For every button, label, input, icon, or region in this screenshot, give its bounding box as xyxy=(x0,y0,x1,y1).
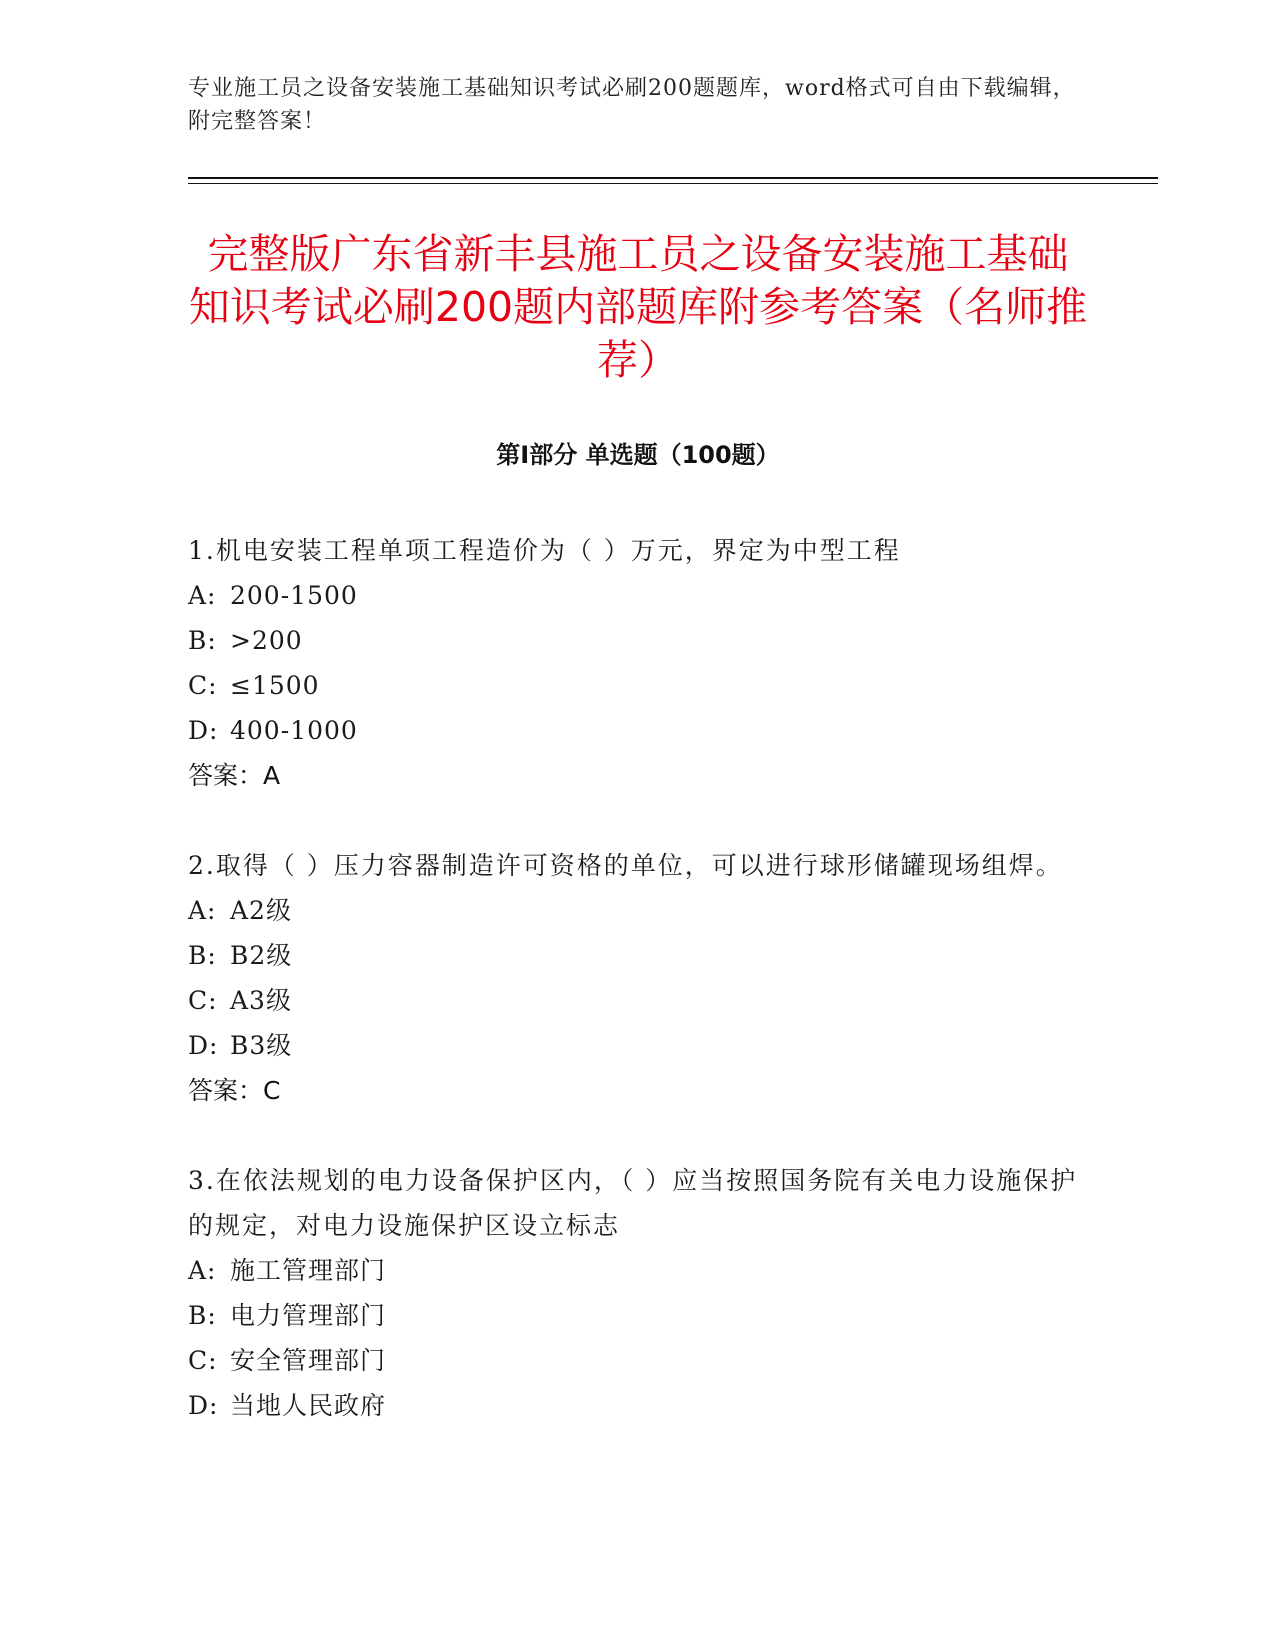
option-d xyxy=(188,708,1088,753)
option-a xyxy=(188,573,1088,618)
option-text: >200 xyxy=(230,626,303,655)
option-text: B2级 xyxy=(230,941,293,970)
option-key: A: xyxy=(188,1256,217,1285)
answer-line: 答案：C xyxy=(188,1076,281,1105)
option-b xyxy=(188,1293,1088,1338)
option-text: A2级 xyxy=(230,896,292,925)
option-key: A: xyxy=(188,896,217,925)
option-c xyxy=(188,978,1088,1023)
option-text: B3级 xyxy=(230,1031,293,1060)
option-text: ≤1500 xyxy=(230,671,320,700)
question-3 xyxy=(188,1158,1088,1428)
option-text: 当地人民政府 xyxy=(230,1391,387,1420)
question-2 xyxy=(188,843,1088,1113)
question-stem: 1.机电安装工程单项工程造价为（ ）万元，界定为中型工程 xyxy=(188,536,901,565)
header-rule-thin xyxy=(188,183,1158,184)
option-a xyxy=(188,1248,1088,1293)
option-a xyxy=(188,888,1088,933)
option-c xyxy=(188,1338,1088,1383)
option-key: B: xyxy=(188,941,217,970)
option-text: 400-1000 xyxy=(230,716,358,745)
option-key: D: xyxy=(188,716,219,745)
header-note: 专业施工员之设备安装施工基础知识考试必刷200题题库，word格式可自由下载编辑，附完整答案！ xyxy=(188,76,1076,134)
option-key: D: xyxy=(188,1031,219,1060)
option-b xyxy=(188,618,1088,663)
question-list xyxy=(188,528,1088,1473)
option-key: C: xyxy=(188,986,218,1015)
option-text: 施工管理部门 xyxy=(230,1256,387,1285)
option-key: D: xyxy=(188,1391,219,1420)
section-title: 第Ⅰ部分 单选题（100题） xyxy=(496,441,780,469)
option-key: C: xyxy=(188,1346,218,1375)
option-d xyxy=(188,1383,1088,1428)
question-stem: 3.在依法规划的电力设备保护区内，（ ）应当按照国务院有关电力设施保护的规定，对电力设施保护区设立标志 xyxy=(188,1166,1078,1240)
option-key: A: xyxy=(188,581,217,610)
option-key: B: xyxy=(188,1301,217,1330)
option-key: B: xyxy=(188,626,217,655)
header-rule-thick xyxy=(188,177,1158,179)
option-d xyxy=(188,1023,1088,1068)
option-key: C: xyxy=(188,671,218,700)
option-text: 电力管理部门 xyxy=(230,1301,387,1330)
option-text: A3级 xyxy=(230,986,292,1015)
option-text: 200-1500 xyxy=(230,581,358,610)
answer-line: 答案：A xyxy=(188,761,281,790)
question-stem: 2.取得（ ）压力容器制造许可资格的单位，可以进行球形储罐现场组焊。 xyxy=(188,851,1063,880)
option-b xyxy=(188,933,1088,978)
question-1 xyxy=(188,528,1088,798)
document-title: 完整版广东省新丰县施工员之设备安装施工基础知识考试必刷200题内部题库附参考答案（名师推荐） xyxy=(188,230,1088,384)
option-text: 安全管理部门 xyxy=(230,1346,387,1375)
option-c xyxy=(188,663,1088,708)
